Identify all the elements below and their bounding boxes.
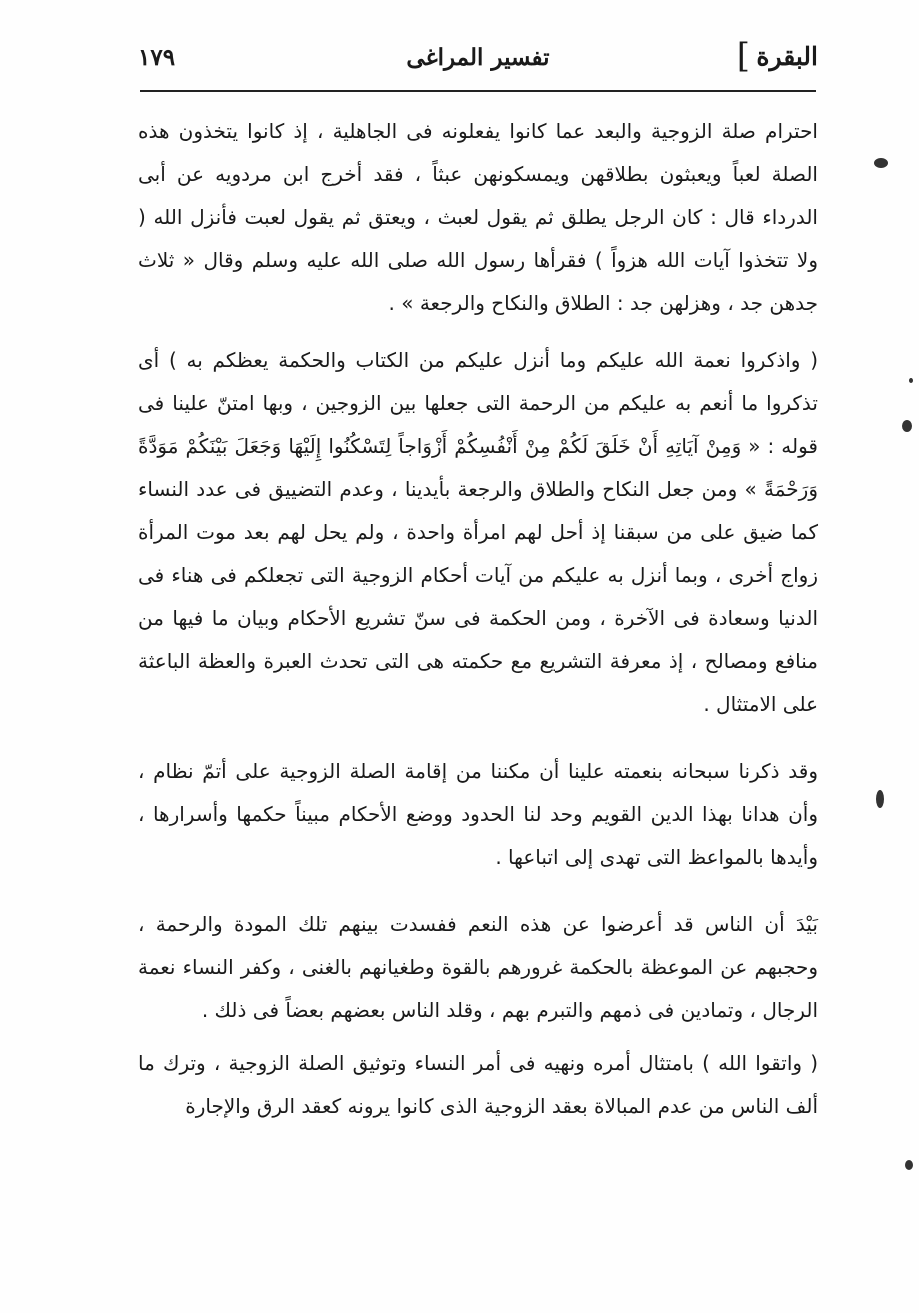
- ink-speck-2: [902, 420, 912, 432]
- ink-speck-4: [909, 378, 913, 383]
- ink-speck-1: [874, 158, 888, 168]
- page-number: ١٧٩: [138, 44, 176, 71]
- paragraph-5: ( واتقوا الله ) بامتثال أمره ونهيه فى أمر النساء وتوثيق الصلة الزوجية ، وترك ما ألف الناس من عدم المبالاة بعقد الزوجية الذى كانوا يرونه كعقد الرق والإجارة: [138, 1051, 818, 1118]
- paragraph-3: وقد ذكرنا سبحانه بنعمته علينا أن مكننا من إقامة الصلة الزوجية على أتمّ نظام ، وأن هدانا بهذا الدين القويم وحد لنا الحدود ووضع الأحكام مبيناً حكمها وأسرارها ، وأيدها بالمواعظ التى تهدى إلى اتباعها .: [138, 759, 818, 869]
- paragraph-2: ( واذكروا نعمة الله عليكم وما أنزل عليكم من الكتاب والحكمة يعظكم به ) أى تذكروا ما أنعم به عليكم من الرحمة التى جعلها بين الزوجين ، وبها امتنّ علينا فى قوله : « وَمِنْ آيَاتِهِ أَنْ خَلَقَ لَكُمْ مِنْ أَنْفُسِكُمْ أَزْوَاجاً لِتَسْكُنُوا إِلَيْهَا وَجَعَلَ بَيْنَكُمْ مَوَدَّةً وَرَحْمَةً » ومن جعل النكاح والطلاق والرجعة بأيدينا ، وعدم التضييق فى عدد النساء كما ضيق على من سبقنا إذ أحل لهم امرأة واحدة ، ولم يحل لهم بعد موت المرأة زواج أخرى ، وبما أنزل به عليكم من آيات أحكام الزوجية التى تجعلكم فى هناء فى الدنيا وسعادة فى الآخرة ، ومن الحكمة فى سنّ تشريع الأحكام وبيان ما فيها من منافع ومصالح ، إذ معرفة التشريع مع حكمته هى التى تحدث العبرة والعظة الباعثة على الامتثال .: [138, 348, 818, 716]
- page-body: [138, 110, 818, 1128]
- header-rule: [140, 90, 816, 92]
- page-header: [138, 38, 818, 84]
- ink-speck-5: [905, 1160, 913, 1170]
- header-bracket: ]: [736, 36, 750, 76]
- book-title: تفسير المراغى: [406, 44, 550, 71]
- paragraph-4: بَيْدَ أن الناس قد أعرضوا عن هذه النعم ففسدت بينهم تلك المودة والرحمة ، وحجبهم عن الموعظة بالحكمة غرورهم بالقوة وطغيانهم بالغنى ، وكفر النساء نعمة الرجال ، وتمادين فى ذمهم والتبرم بهم ، وقلد الناس بعضهم بعضاً فى ذلك .: [138, 912, 818, 1022]
- ink-speck-3: [876, 790, 884, 808]
- surah-name: البقرة: [756, 42, 818, 71]
- paragraph-1: احترام صلة الزوجية والبعد عما كانوا يفعلونه فى الجاهلية ، إذ كانوا يتخذون هذه الصلة لعباً ويعبثون بطلاقهن ويمسكونهن عبثاً ، فقد أخرج ابن مردويه عن أبى الدرداء قال : كان الرجل يطلق ثم يقول لعبث ، ويعتق ثم يقول لعبت فأنزل الله ( ولا تتخذوا آيات الله هزواً ) فقرأها رسول الله صلى الله عليه وسلم وقال « ثلاث جدهن جد ، وهزلهن جد : الطلاق والنكاح والرجعة » .: [138, 119, 818, 315]
